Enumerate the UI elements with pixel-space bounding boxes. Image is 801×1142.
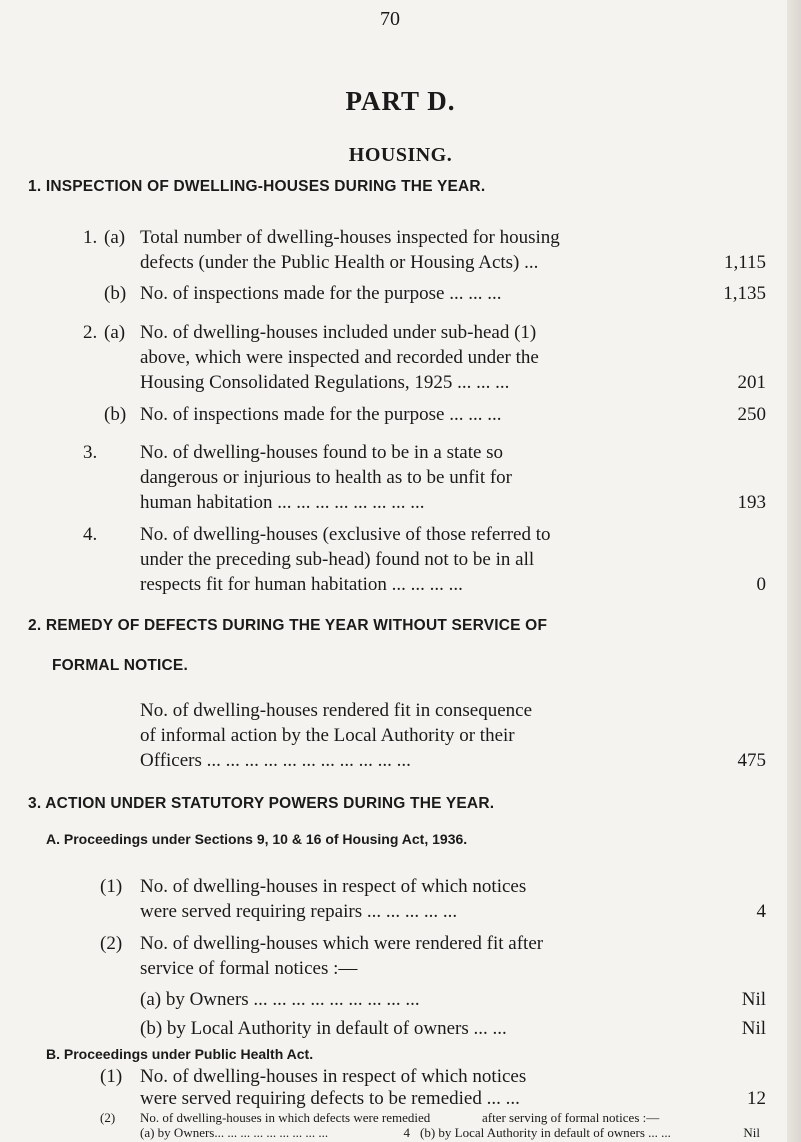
section-2-line-2: of informal action by the Local Authority or their <box>140 725 515 746</box>
item-4-line-3: respects fit for human habitation ... ... ... ... <box>140 574 463 595</box>
subsection-b-item-2b-value: Nil <box>743 1125 760 1140</box>
item-1a-line-2: defects (under the Public Health or Housing Acts) ... <box>140 252 539 273</box>
item-1b-line-1: No. of inspections made for the purpose ... ... ... <box>140 283 502 304</box>
subsection-b-item-1-line-1: No. of dwelling-houses in respect of which notices <box>140 1066 527 1087</box>
subsection-a-item-1-mark: (1) <box>100 876 123 897</box>
subsection-b-item-2-mark: (2) <box>100 1110 116 1125</box>
section-2-heading-line-2: FORMAL NOTICE. <box>52 657 188 674</box>
subsection-b-item-2a-value: 4 <box>403 1125 410 1140</box>
item-2a-line-3: Housing Consolidated Regulations, 1925 ... ... ... <box>140 372 510 393</box>
item-2b-line-1: No. of inspections made for the purpose ... ... ... <box>140 404 502 425</box>
item-1a-value: 1,115 <box>723 252 766 273</box>
subsection-a-item-2-line-1: No. of dwelling-houses which were rendered fit after <box>140 933 544 954</box>
item-3-line-1: No. of dwelling-houses found to be in a state so <box>140 442 504 463</box>
subsection-a-item-2b-value: Nil <box>741 1018 766 1039</box>
section-title: HOUSING. <box>348 144 453 166</box>
item-2b-mark: (b) <box>104 404 127 425</box>
item-2a-mark: (a) <box>104 322 126 343</box>
subsection-a-item-2a-value: Nil <box>741 989 766 1010</box>
section-2-line-1: No. of dwelling-houses rendered fit in consequence <box>140 700 533 721</box>
item-2a-value: 201 <box>737 372 766 393</box>
item-2a-line-2: above, which were inspected and recorded under the <box>140 347 539 368</box>
item-4-line-2: under the preceding sub-head) found not to be in all <box>140 549 535 570</box>
item-1-number: 1. <box>83 227 98 248</box>
section-3-heading: 3. ACTION UNDER STATUTORY POWERS DURING THE YEAR. <box>28 795 495 812</box>
page-number: 70 <box>380 8 400 30</box>
subsection-a-item-2a-line: (a) by Owners ... ... ... ... ... ... ... ... ... <box>140 989 420 1010</box>
page-edge <box>787 0 801 1142</box>
subsection-b-item-2-line-1: No. of dwelling-houses in which defects were remedied <box>140 1110 431 1125</box>
subsection-b-item-2b-line: (b) by Local Authority in default of owners ... ... <box>420 1125 671 1140</box>
item-2-number: 2. <box>83 322 98 343</box>
subsection-b-item-2-line-2: after serving of formal notices :— <box>482 1110 660 1125</box>
item-4-line-1: No. of dwelling-houses (exclusive of those referred to <box>140 524 551 545</box>
item-1b-mark: (b) <box>104 283 127 304</box>
item-1a-mark: (a) <box>104 227 126 248</box>
subsection-b-item-1-value: 12 <box>747 1088 766 1109</box>
item-2a-line-1: No. of dwelling-houses included under sub-head (1) <box>140 322 537 343</box>
subsection-b-item-2a-line: (a) by Owners... ... ... ... ... ... ... ... ... <box>140 1125 329 1140</box>
item-3-line-3: human habitation ... ... ... ... ... ... ... ... <box>140 492 425 513</box>
section-1-heading: 1. INSPECTION OF DWELLING-HOUSES DURING THE YEAR. <box>28 178 486 195</box>
subsection-a-item-2-line-2: service of formal notices :— <box>140 958 358 979</box>
item-1b-value: 1,135 <box>723 283 766 304</box>
item-3-line-2: dangerous or injurious to health as to be unfit for <box>140 467 513 488</box>
subsection-a-item-1-value: 4 <box>756 901 766 922</box>
item-4-value: 0 <box>756 574 766 595</box>
item-3-number: 3. <box>83 442 98 463</box>
subsection-b-item-1-line-2: were served requiring defects to be remedied ... ... <box>140 1088 520 1109</box>
section-2-heading-line-1: 2. REMEDY OF DEFECTS DURING THE YEAR WITHOUT SERVICE OF <box>28 617 548 634</box>
subsection-a-item-1-line-1: No. of dwelling-houses in respect of which notices <box>140 876 527 897</box>
part-title: PART D. <box>345 86 456 116</box>
item-4-number: 4. <box>83 524 98 545</box>
section-2-line-3: Officers ... ... ... ... ... ... ... ... ... ... ... <box>140 750 411 771</box>
subsection-a-item-2-mark: (2) <box>100 933 123 954</box>
subsection-b-heading: B. Proceedings under Public Health Act. <box>46 1046 314 1062</box>
subsection-a-item-2b-line: (b) by Local Authority in default of owners ... ... <box>140 1018 507 1039</box>
subsection-a-heading: A. Proceedings under Sections 9, 10 & 16 of Housing Act, 1936. <box>46 831 468 847</box>
item-2b-value: 250 <box>737 404 766 425</box>
subsection-b-item-1-mark: (1) <box>100 1066 123 1087</box>
item-3-value: 193 <box>737 492 766 513</box>
subsection-a-item-1-line-2: were served requiring repairs ... ... ... ... ... <box>140 901 458 922</box>
item-1a-line-1: Total number of dwelling-houses inspected for housing <box>140 227 560 248</box>
section-2-value: 475 <box>737 750 766 771</box>
